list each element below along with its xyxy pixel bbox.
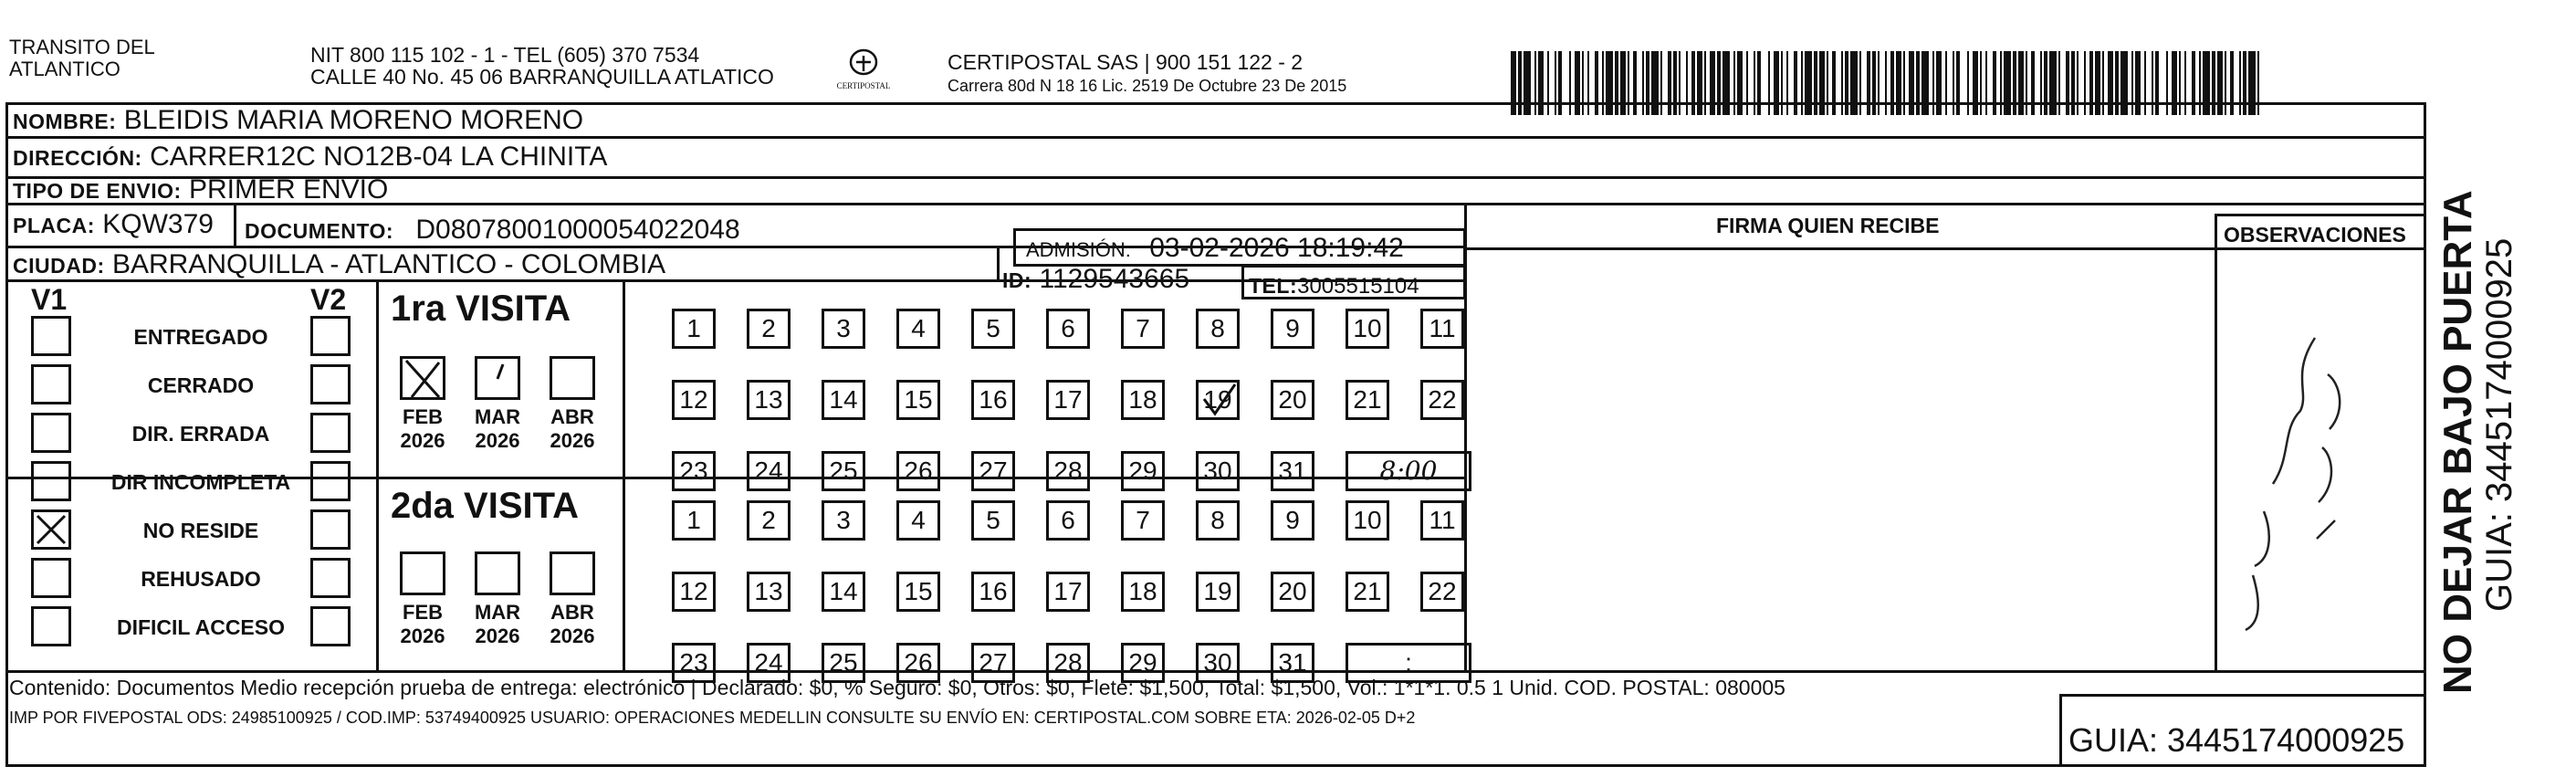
company-name: CERTIPOSTAL SAS | 900 151 122 - 2 xyxy=(948,50,1304,74)
visit1-day-box[interactable]: 12 xyxy=(672,380,716,420)
side-warning: NO DEJAR BAJO PUERTA xyxy=(2435,190,2480,694)
visit1-month-box[interactable] xyxy=(400,356,445,400)
documento-value: D08078001000054022048 xyxy=(415,215,740,245)
visit2-month-name: MAR xyxy=(474,601,521,624)
id-value: 1129543665 xyxy=(1039,264,1190,294)
visit1-day-box[interactable]: 1 xyxy=(672,309,716,349)
visit1-month-label xyxy=(392,405,454,453)
visit1-day-box[interactable]: 24 xyxy=(747,451,791,491)
visit2-day-box[interactable]: 20 xyxy=(1271,572,1314,612)
visit1-day-box[interactable]: 27 xyxy=(971,451,1015,491)
check-x-icon xyxy=(403,359,443,399)
ciudad-value: BARRANQUILLA - ATLANTICO - COLOMBIA xyxy=(111,249,666,279)
visit2-day-box[interactable]: 31 xyxy=(1271,643,1314,683)
status-v1-checkbox[interactable] xyxy=(31,558,71,598)
tel-value: 3005515104 xyxy=(1297,274,1419,299)
visit2-month-label xyxy=(541,601,603,648)
sender-line-2: ATLANTICO xyxy=(9,58,120,80)
observaciones-label: OBSERVACIONES xyxy=(2224,223,2406,247)
visit2-day-box[interactable]: 14 xyxy=(822,572,865,612)
logo-text: CERTIPOSTAL xyxy=(836,81,891,90)
tick-mark-icon xyxy=(477,359,518,399)
visit2-time-box[interactable]: : xyxy=(1346,643,1471,683)
status-label: REHUSADO xyxy=(141,567,261,591)
status-v1-checkbox[interactable] xyxy=(31,606,71,646)
visit2-day-box[interactable]: 5 xyxy=(971,500,1015,541)
status-v1-checkbox[interactable] xyxy=(31,509,71,550)
visit1-day-box[interactable]: 8 xyxy=(1196,309,1240,349)
visit1-day-box[interactable]: 28 xyxy=(1046,451,1090,491)
direccion-value: CARRER12C NO12B-04 LA CHINITA xyxy=(150,142,608,172)
company-license: Carrera 80d N 18 16 Lic. 2519 De Octubre 23 De 2015 xyxy=(948,77,1347,95)
visit2-day-box[interactable]: 23 xyxy=(672,643,716,683)
logo-icon xyxy=(844,47,883,79)
status-v1-checkbox[interactable] xyxy=(31,413,71,453)
nombre-row xyxy=(13,104,583,138)
direccion-label: DIRECCIÓN: xyxy=(13,146,142,170)
status-v1-checkbox[interactable] xyxy=(31,364,71,404)
visit1-month-label xyxy=(466,405,529,453)
status-v2-checkbox[interactable] xyxy=(310,606,351,646)
status-v2-checkbox[interactable] xyxy=(310,461,351,501)
admision-row xyxy=(1026,232,1404,267)
visit2-day-box[interactable]: 15 xyxy=(896,572,940,612)
visit1-day-box[interactable]: 4 xyxy=(896,309,940,349)
visit2-day-box[interactable]: 1 xyxy=(672,500,716,541)
divider xyxy=(623,279,625,670)
id-label: ID: xyxy=(1002,268,1032,292)
nombre-value: BLEIDIS MARIA MORENO MORENO xyxy=(123,105,584,135)
visit1-month-name: ABR xyxy=(550,405,594,428)
visit1-day-box[interactable]: 21 xyxy=(1346,380,1389,420)
visit2-month-name: ABR xyxy=(550,601,594,624)
visit1-day-box[interactable]: 9 xyxy=(1271,309,1314,349)
handwritten-note xyxy=(2227,301,2373,648)
visit2-month-box[interactable] xyxy=(550,551,595,595)
visit1-month-name: FEB xyxy=(403,405,443,428)
visit1-day-box[interactable]: 17 xyxy=(1046,380,1090,420)
id-row xyxy=(1002,263,1189,297)
visit1-day-box[interactable]: 11 xyxy=(1420,309,1464,349)
sender-nit: NIT 800 115 102 - 1 - TEL (605) 370 7534 xyxy=(310,43,700,67)
visit1-day-box[interactable]: 18 xyxy=(1121,380,1165,420)
visit1-day-box[interactable]: 16 xyxy=(971,380,1015,420)
v2-label: V2 xyxy=(310,283,347,316)
visit2-month-year: 2026 xyxy=(550,625,595,647)
status-label: CERRADO xyxy=(147,373,255,397)
visit1-day-box[interactable]: 14 xyxy=(822,380,865,420)
visit2-day-box[interactable]: 11 xyxy=(1420,500,1464,541)
visit2-day-box[interactable]: 22 xyxy=(1420,572,1464,612)
visit1-day-box[interactable]: 7 xyxy=(1121,309,1165,349)
visit2-day-box[interactable]: 4 xyxy=(896,500,940,541)
sender-line-1: TRANSITO DEL xyxy=(9,36,155,58)
visit1-day-box[interactable]: 2 xyxy=(747,309,791,349)
visit2-day-box[interactable]: 26 xyxy=(896,643,940,683)
visit2-day-box[interactable]: 6 xyxy=(1046,500,1090,541)
placa-row xyxy=(13,208,214,242)
visit1-month-year: 2026 xyxy=(475,429,520,452)
documento-label: DOCUMENTO: xyxy=(245,219,394,243)
visit1-month-year: 2026 xyxy=(400,429,445,452)
ciudad-label: CIUDAD: xyxy=(13,254,105,278)
visit2-day-box[interactable]: 19 xyxy=(1196,572,1240,612)
status-label: ENTREGADO xyxy=(133,325,268,349)
status-v1-checkbox[interactable] xyxy=(31,461,71,501)
visit1-day-box[interactable]: 3 xyxy=(822,309,865,349)
documento-row xyxy=(245,214,740,247)
check-x-icon xyxy=(34,512,68,547)
visit2-day-box[interactable]: 16 xyxy=(971,572,1015,612)
footer-guia: GUIA: 3445174000925 xyxy=(2068,721,2405,759)
admision-label: ADMISIÓN: xyxy=(1026,238,1131,261)
status-label: NO RESIDE xyxy=(142,519,259,542)
visit1-month-name: MAR xyxy=(474,405,521,428)
v1-label: V1 xyxy=(31,283,68,316)
status-v2-checkbox[interactable] xyxy=(310,316,351,356)
status-label: DIFICIL ACCESO xyxy=(116,615,285,639)
placa-label: PLACA: xyxy=(13,214,95,237)
visit1-title: 1ra VISITA xyxy=(391,289,571,329)
visit1-day-box[interactable]: 10 xyxy=(1346,309,1389,349)
visit2-day-box[interactable]: 2 xyxy=(747,500,791,541)
visit2-day-box[interactable]: 8 xyxy=(1196,500,1240,541)
visit1-day-box[interactable]: 13 xyxy=(747,380,791,420)
placa-value: KQW379 xyxy=(102,209,214,239)
visit1-time-box[interactable]: 8:00 xyxy=(1346,451,1471,491)
visit2-day-box[interactable]: 27 xyxy=(971,643,1015,683)
status-v2-checkbox[interactable] xyxy=(310,509,351,550)
status-label: DIR INCOMPLETA xyxy=(110,470,291,494)
visit2-day-box[interactable]: 29 xyxy=(1121,643,1165,683)
divider xyxy=(2215,214,2217,670)
footer-contents: Contenido: Documentos Medio recepción prueba de entrega: electrónico | Declarado: $0, % Seguro: $0, Otros: $0, Flete: $1,500, Total: $1,500, Vol.: 1*1*1. 0.5 1 Unid. COD. POSTAL: 080005 xyxy=(9,676,1785,699)
visit1-day-box[interactable]: 23 xyxy=(672,451,716,491)
status-v2-checkbox[interactable] xyxy=(310,413,351,453)
tipo-value: PRIMER ENVIO xyxy=(188,174,389,205)
visit2-day-box[interactable]: 7 xyxy=(1121,500,1165,541)
status-v1-checkbox[interactable] xyxy=(31,316,71,356)
footer-imp: IMP POR FIVEPOSTAL ODS: 24985100925 / COD.IMP: 53749400925 USUARIO: OPERACIONES MEDELLIN CONSULTE SU ENVÍO EN: CERTIPOSTAL.COM SOBRE ETA: 2026-02-05 D+2 xyxy=(9,709,1416,727)
visit1-month-year: 2026 xyxy=(550,429,595,452)
visit1-day-box[interactable]: 22 xyxy=(1420,380,1464,420)
firma-label: FIRMA QUIEN RECIBE xyxy=(1716,214,1940,237)
visit1-day-box[interactable]: 5 xyxy=(971,309,1015,349)
visit2-day-box[interactable]: 24 xyxy=(747,643,791,683)
nombre-label: NOMBRE: xyxy=(13,110,117,133)
visit2-day-box[interactable]: 3 xyxy=(822,500,865,541)
visit2-day-box[interactable]: 10 xyxy=(1346,500,1389,541)
tipo-row xyxy=(13,173,388,207)
certipostal-logo xyxy=(827,47,900,99)
sender-contact xyxy=(310,44,774,88)
visit1-day-box[interactable]: 30 xyxy=(1196,451,1240,491)
status-label: DIR. ERRADA xyxy=(131,422,270,446)
visit2-title: 2da VISITA xyxy=(391,486,579,526)
visit2-month-name: FEB xyxy=(403,601,443,624)
visit1-day-box[interactable]: 6 xyxy=(1046,309,1090,349)
divider xyxy=(376,279,379,670)
divider xyxy=(2059,694,2062,767)
sender-address: CALLE 40 No. 45 06 BARRANQUILLA ATLATICO xyxy=(310,65,774,89)
visit1-day-box[interactable]: 19 xyxy=(1196,380,1240,420)
direccion-row xyxy=(13,141,607,174)
visit2-month-year: 2026 xyxy=(400,625,445,647)
visit2-day-box[interactable]: 13 xyxy=(747,572,791,612)
visit1-day-box[interactable]: 20 xyxy=(1271,380,1314,420)
check-mark-icon xyxy=(1199,383,1239,419)
visit2-month-year: 2026 xyxy=(475,625,520,647)
tipo-label: TIPO DE ENVIO: xyxy=(13,179,182,203)
visit2-day-box[interactable]: 18 xyxy=(1121,572,1165,612)
visit2-month-label xyxy=(466,601,529,648)
visit1-day-box[interactable]: 25 xyxy=(822,451,865,491)
status-v2-checkbox[interactable] xyxy=(310,364,351,404)
status-v2-checkbox[interactable] xyxy=(310,558,351,598)
tel-label: TEL: xyxy=(1249,274,1298,298)
visit2-month-label xyxy=(392,601,454,648)
visit1-day-box[interactable]: 31 xyxy=(1271,451,1314,491)
divider xyxy=(234,204,236,247)
visit2-day-box[interactable]: 30 xyxy=(1196,643,1240,683)
admision-value: 03-02-2026 18:19:42 xyxy=(1149,233,1404,263)
visit2-month-box[interactable] xyxy=(400,551,445,595)
visit1-day-box[interactable]: 15 xyxy=(896,380,940,420)
visit2-day-box[interactable]: 17 xyxy=(1046,572,1090,612)
visit2-day-box[interactable]: 12 xyxy=(672,572,716,612)
visit2-day-box[interactable]: 21 xyxy=(1346,572,1389,612)
tel-row xyxy=(1249,268,1419,303)
divider xyxy=(997,247,1000,280)
divider xyxy=(2059,694,2426,697)
company-info xyxy=(948,51,1346,97)
visit1-day-box[interactable]: 26 xyxy=(896,451,940,491)
visit1-month-box[interactable] xyxy=(550,356,595,400)
visit2-day-box[interactable]: 9 xyxy=(1271,500,1314,541)
visit1-month-box[interactable] xyxy=(475,356,520,400)
ciudad-row xyxy=(13,248,665,282)
visit2-day-box[interactable]: 25 xyxy=(822,643,865,683)
sender-name xyxy=(9,37,155,80)
visit1-day-box[interactable]: 29 xyxy=(1121,451,1165,491)
side-guia: GUIA: 3445174000925 xyxy=(2479,237,2519,612)
visit1-month-label xyxy=(541,405,603,453)
visit2-month-box[interactable] xyxy=(475,551,520,595)
visit2-day-box[interactable]: 28 xyxy=(1046,643,1090,683)
